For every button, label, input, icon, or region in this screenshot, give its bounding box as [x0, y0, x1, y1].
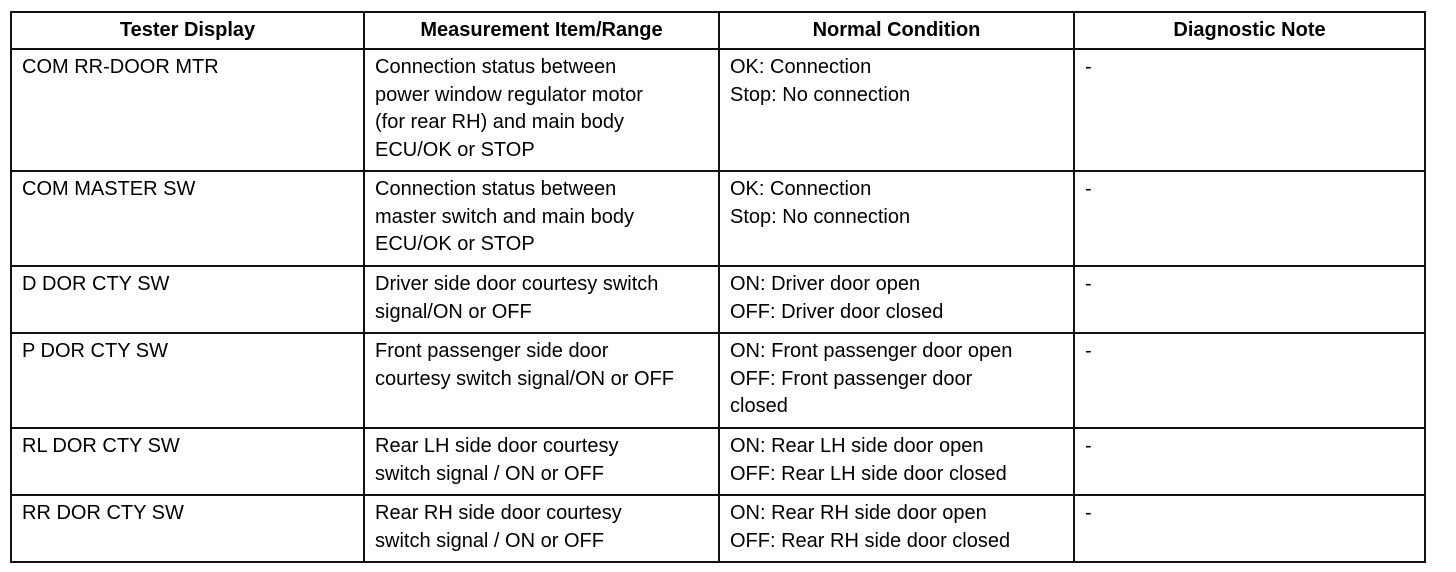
- cell-normal-condition: [719, 266, 1074, 333]
- diagnostic-data-table: [10, 11, 1426, 563]
- cell-text-line: closed: [730, 395, 788, 417]
- cell-measurement: [364, 333, 719, 428]
- cell-diagnostic-note: -: [1074, 333, 1425, 428]
- cell-text-line: Rear LH side door courtesy: [375, 435, 619, 457]
- cell-tester-display: P DOR CTY SW: [11, 333, 364, 428]
- cell-text-line: signal/ON or OFF: [375, 300, 532, 323]
- cell-text-line: ON: Driver door open: [730, 273, 921, 295]
- diagnostic-table-container: [10, 11, 1424, 563]
- cell-text-line: ON: Rear LH side door open: [730, 435, 984, 457]
- cell-normal-condition: [719, 428, 1074, 495]
- header-measurement-item: Measurement Item/Range: [364, 12, 719, 49]
- cell-diagnostic-note: -: [1074, 428, 1425, 495]
- cell-text-line: OK: Connection: [730, 56, 872, 78]
- header-diagnostic-note: Diagnostic Note: [1074, 12, 1425, 49]
- cell-text-line: ECU/OK or STOP: [375, 138, 535, 161]
- cell-text-line: (for rear RH) and main body: [375, 111, 624, 133]
- cell-measurement: [364, 495, 719, 562]
- table-row: [11, 171, 1425, 266]
- cell-diagnostic-note: -: [1074, 266, 1425, 333]
- cell-measurement: [364, 171, 719, 266]
- cell-text-line: ECU/OK or STOP: [375, 233, 535, 255]
- header-normal-condition: Normal Condition: [719, 12, 1074, 49]
- cell-text-line: ON: Rear RH side door open: [730, 502, 987, 524]
- cell-normal-condition: [719, 171, 1074, 266]
- cell-measurement: [364, 49, 719, 171]
- cell-text-line: courtesy switch signal/ON or OFF: [375, 367, 674, 390]
- table-row: [11, 495, 1425, 562]
- cell-text-line: Rear RH side door courtesy: [375, 502, 622, 524]
- table-row: [11, 266, 1425, 333]
- cell-text-line: switch signal / ON or OFF: [375, 529, 604, 552]
- cell-text-line: OK: Connection: [730, 178, 872, 200]
- cell-tester-display: D DOR CTY SW: [11, 266, 364, 333]
- table-row: [11, 333, 1425, 428]
- cell-text-line: OFF: Rear LH side door closed: [730, 462, 1007, 485]
- cell-normal-condition: [719, 333, 1074, 428]
- cell-text-line: master switch and main body: [375, 205, 635, 228]
- table-row: [11, 428, 1425, 495]
- cell-text-line: Connection status between: [375, 56, 617, 78]
- table-row: [11, 49, 1425, 171]
- header-tester-display: Tester Display: [11, 12, 364, 49]
- cell-text-line: Driver side door courtesy switch: [375, 273, 659, 295]
- cell-tester-display: COM RR-DOOR MTR: [11, 49, 364, 171]
- cell-text-line: Front passenger side door: [375, 340, 609, 362]
- cell-measurement: [364, 266, 719, 333]
- cell-normal-condition: [719, 49, 1074, 171]
- cell-text-line: power window regulator motor: [375, 83, 643, 106]
- cell-tester-display: COM MASTER SW: [11, 171, 364, 266]
- cell-text-line: Stop: No connection: [730, 205, 911, 228]
- cell-measurement: [364, 428, 719, 495]
- cell-tester-display: RL DOR CTY SW: [11, 428, 364, 495]
- cell-normal-condition: [719, 495, 1074, 562]
- cell-diagnostic-note: -: [1074, 171, 1425, 266]
- cell-text-line: Stop: No connection: [730, 83, 911, 106]
- cell-text-line: OFF: Driver door closed: [730, 300, 944, 323]
- cell-text-line: switch signal / ON or OFF: [375, 462, 604, 485]
- cell-diagnostic-note: -: [1074, 495, 1425, 562]
- cell-tester-display: RR DOR CTY SW: [11, 495, 364, 562]
- cell-text-line: Connection status between: [375, 178, 617, 200]
- cell-text-line: ON: Front passenger door open: [730, 340, 1013, 362]
- cell-diagnostic-note: -: [1074, 49, 1425, 171]
- table-header-row: [11, 12, 1425, 49]
- cell-text-line: OFF: Front passenger door: [730, 367, 973, 390]
- cell-text-line: OFF: Rear RH side door closed: [730, 529, 1011, 552]
